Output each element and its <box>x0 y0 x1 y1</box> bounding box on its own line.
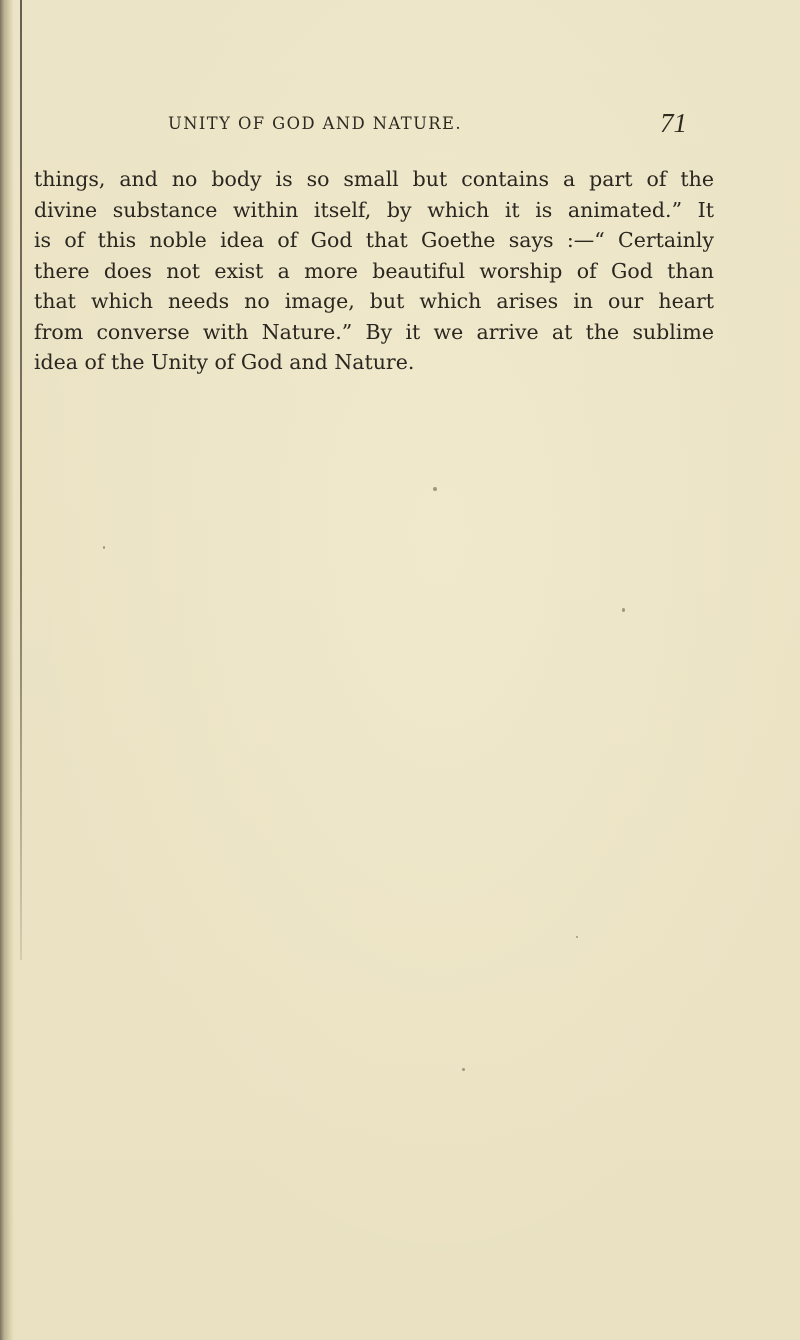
paper-speck <box>576 936 578 938</box>
body-text <box>34 164 714 378</box>
text-line: is of this noble idea of God that Goethe says :—“ Certainly <box>34 228 714 252</box>
text-line: divine substance within itself, by which it is animated.” It <box>34 197 714 222</box>
paper-speck <box>103 546 105 549</box>
paper-speck <box>462 1068 465 1071</box>
binding-gutter-line <box>20 0 22 960</box>
running-head-title: UNITY OF GOD AND NATURE. <box>168 114 463 134</box>
page-number: 71 <box>660 108 687 138</box>
text-line: that which needs no image, but which arises in our heart <box>34 289 714 313</box>
text-line: things, and no body is so small but contains a part of the <box>34 167 714 191</box>
text-line: idea of the Unity of God and Nature. <box>34 350 415 374</box>
text-line: there does not exist a more beautiful worship of God than <box>34 258 714 283</box>
paper-speck <box>622 608 625 612</box>
binding-edge <box>0 0 14 1340</box>
paper-speck <box>433 487 437 491</box>
text-line: from converse with Nature.” By it we arrive at the sublime <box>34 319 714 344</box>
running-head <box>0 108 800 138</box>
